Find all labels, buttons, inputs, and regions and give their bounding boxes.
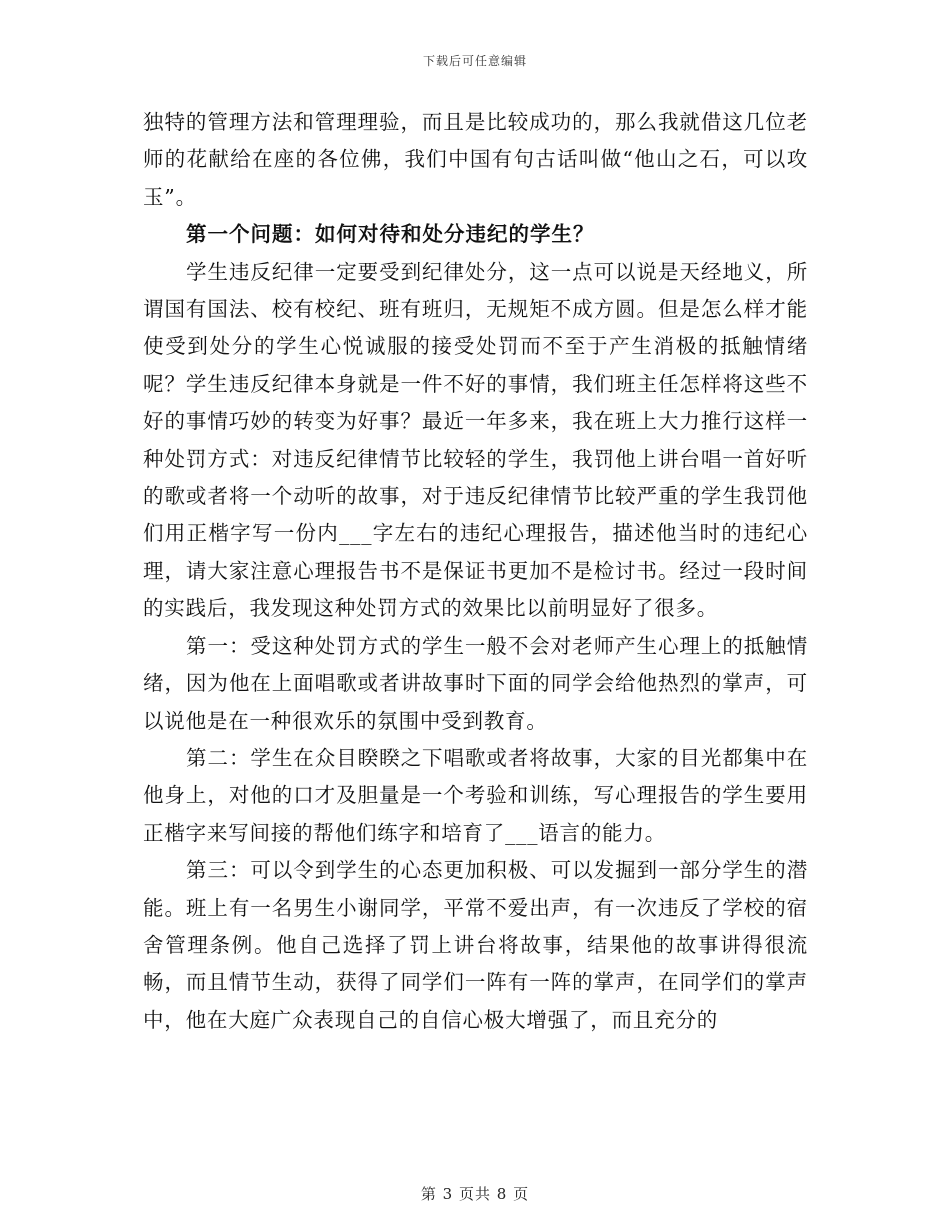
page-footer: 第 3 页共 8 页 [420,1185,530,1203]
page-header: 下载后可任意编辑 [422,54,527,68]
paragraph-point-two: 第二：学生在众目睽睽之下唱歌或者将故事，大家的目光都集中在他身上，对他的口才及胆量是一个考验和训练，写心理报告的学生要用正楷字来写间接的帮他们练字和培育了___语言的能力。 [143,745,808,845]
paragraph-discipline-intro: 学生违反纪律一定要受到纪律处分，这一点可以说是天经地义，所谓国有国法、校有校纪、班有班归，无规矩不成方圆。但是怎么样才能使受到处分的学生心悦诚服的接受处罚而不至于产生消极的抵触情绪呢？学生违反纪律本身就是一件不好的事情，我们班主任怎样将这些不好的事情巧妙的转变为好事？最近一年多来，我在班上大力推行这样一种处罚方式：对违反纪律情节比较轻的学生，我罚他上讲台唱一首好听的歌或者将一个动听的故事，对于违反纪律情节比较严重的学生我罚他们用正楷字写一份内___字左右的违纪心理报告，描述他当时的违纪心理，请大家注意心理报告书不是保证书更加不是检讨书。经过一段时间的实践后，我发现这种处罚方式的效果比以前明显好了很多。 [143,259,808,621]
paragraph-point-three: 第三：可以令到学生的心态更加积极、可以发掘到一部分学生的潜能。班上有一名男生小谢同学，平常不爱出声，有一次违反了学校的宿舍管理条例。他自己选择了罚上讲台将故事，结果他的故事讲得很流畅，而且情节生动，获得了同学们一阵有一阵的掌声，在同学们的掌声中，他在大庭广众表现自己的自信心极大增强了，而且充分的 [143,858,808,1032]
document-body [143,104,808,1039]
paragraph-continuation: 独特的管理方法和管理理验，而且是比较成功的，那么我就借这几位老师的花献给在座的各位佛，我们中国有句古话叫做“他山之石，可以攻玉”。 [143,110,808,209]
section-heading: 第一个问题：如何对待和处分违纪的学生？ [186,222,595,247]
paragraph-point-one: 第一：受这种处罚方式的学生一般不会对老师产生心理上的抵触情绪，因为他在上面唱歌或者讲故事时下面的同学会给他热烈的掌声，可以说他是在一种很欢乐的氛围中受到教育。 [143,633,808,733]
